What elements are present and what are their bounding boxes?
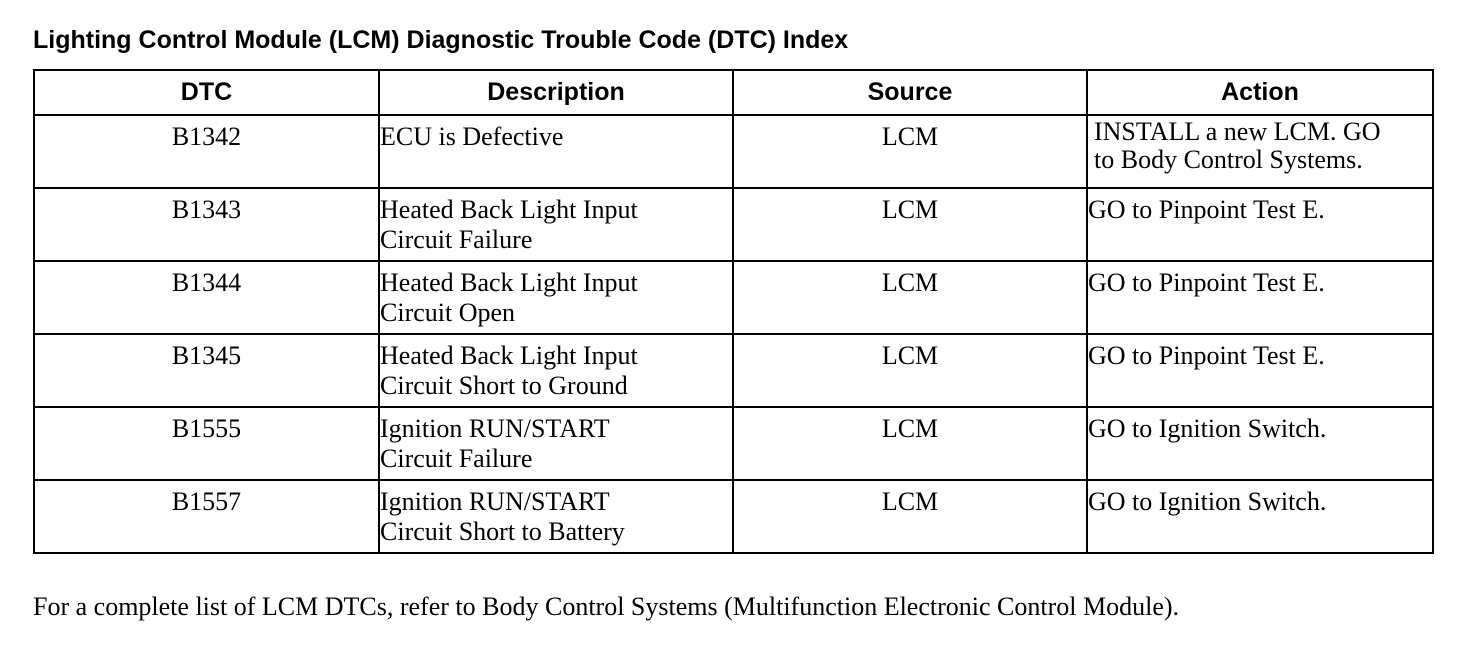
- dtc-code: B1557: [171, 487, 242, 516]
- table-row: [34, 115, 1433, 188]
- dtc-description: Heated Back Light Input Circuit Short to Ground: [380, 341, 638, 400]
- document-title: Lighting Control Module (LCM) Diagnostic Trouble Code (DTC) Index: [33, 26, 849, 54]
- description-cell: [379, 407, 733, 480]
- dtc-source: LCM: [881, 341, 939, 370]
- dtc-index-table: [33, 69, 1434, 554]
- source-cell: [733, 407, 1087, 480]
- dtc-description: Ignition RUN/START Circuit Failure: [380, 414, 610, 473]
- source-cell: [733, 261, 1087, 334]
- dtc-description: Heated Back Light Input Circuit Open: [380, 268, 638, 327]
- action-cell: [1087, 188, 1433, 261]
- dtc-description: Ignition RUN/START Circuit Short to Battery: [380, 487, 625, 546]
- action-cell: [1087, 115, 1433, 188]
- dtc-code: B1342: [171, 122, 242, 151]
- source-cell: [733, 188, 1087, 261]
- dtc-code: B1344: [171, 268, 242, 297]
- dtc-action: INSTALL a new LCM. GO to Body Control Systems.: [1094, 117, 1381, 174]
- column-header-dtc: DTC: [34, 70, 379, 115]
- dtc-code-cell: [34, 188, 379, 261]
- action-cell: [1087, 261, 1433, 334]
- description-cell: [379, 480, 733, 553]
- table-row: [34, 261, 1433, 334]
- dtc-code-cell: [34, 261, 379, 334]
- dtc-code-cell: [34, 407, 379, 480]
- description-cell: [379, 261, 733, 334]
- dtc-description: ECU is Defective: [380, 122, 564, 151]
- dtc-action: GO to Pinpoint Test E.: [1088, 195, 1325, 224]
- dtc-source: LCM: [881, 487, 939, 516]
- dtc-action: GO to Pinpoint Test E.: [1088, 341, 1325, 370]
- source-cell: [733, 480, 1087, 553]
- dtc-code: B1555: [171, 414, 242, 443]
- description-cell: [379, 188, 733, 261]
- dtc-action: GO to Ignition Switch.: [1088, 487, 1327, 516]
- dtc-code: B1345: [171, 341, 242, 370]
- dtc-code-cell: [34, 480, 379, 553]
- source-cell: [733, 115, 1087, 188]
- dtc-action: GO to Ignition Switch.: [1088, 414, 1327, 443]
- action-cell: [1087, 334, 1433, 407]
- table-row: [34, 407, 1433, 480]
- dtc-code-cell: [34, 334, 379, 407]
- dtc-action: GO to Pinpoint Test E.: [1088, 268, 1325, 297]
- description-cell: [379, 115, 733, 188]
- table-header-row: [34, 70, 1433, 115]
- dtc-source: LCM: [881, 414, 939, 443]
- column-header-description: Description: [379, 70, 733, 115]
- dtc-code-cell: [34, 115, 379, 188]
- description-cell: [379, 334, 733, 407]
- table-row: [34, 480, 1433, 553]
- dtc-description: Heated Back Light Input Circuit Failure: [380, 195, 638, 254]
- table-row: [34, 334, 1433, 407]
- table-row: [34, 188, 1433, 261]
- footnote: For a complete list of LCM DTCs, refer to Body Control Systems (Multifunction Electronic Control Module).: [33, 592, 1180, 621]
- dtc-source: LCM: [881, 195, 939, 224]
- column-header-action: Action: [1087, 70, 1433, 115]
- action-cell: [1087, 407, 1433, 480]
- dtc-source: LCM: [881, 268, 939, 297]
- action-cell: [1087, 480, 1433, 553]
- source-cell: [733, 334, 1087, 407]
- dtc-code: B1343: [171, 195, 242, 224]
- dtc-source: LCM: [881, 122, 939, 151]
- column-header-source: Source: [733, 70, 1087, 115]
